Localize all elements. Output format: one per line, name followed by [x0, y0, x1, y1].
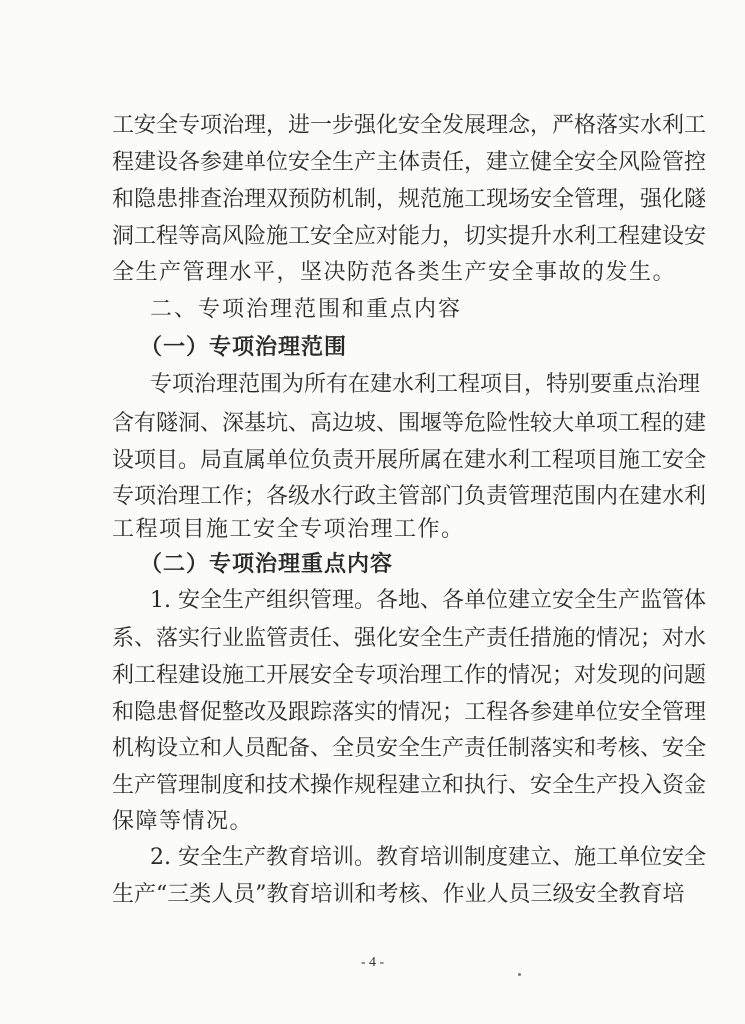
- subsection-heading: （一）专项治理范围: [140, 334, 348, 360]
- body-text-line: 专项治理工作；各级水行政主管部门负责管理范围内在建水利: [112, 484, 707, 509]
- body-text-line: 系、落实行业监管责任、强化安全生产责任措施的情况；对水: [112, 626, 707, 651]
- scan-speck: [518, 973, 521, 976]
- body-text-line: 机构设立和人员配备、全员安全生产责任制落实和考核、安全: [112, 736, 707, 761]
- body-text-line: 全生产管理水平，坚决防范各类生产安全事故的发生。: [112, 260, 677, 285]
- body-text-line: 保障等情况。: [112, 809, 254, 834]
- body-text-line: 工安全专项治理，进一步强化安全发展理念，严格落实水利工: [112, 113, 707, 138]
- body-text-line: 专项治理范围为所有在建水利工程项目，特别要重点治理: [150, 372, 701, 397]
- body-text-line: 利工程建设施工开展安全专项治理工作的情况；对发现的问题: [112, 663, 707, 688]
- body-text-line: 程建设各参建单位安全生产主体责任，建立健全安全风险管控: [112, 150, 707, 175]
- body-text-line: 和隐患督促整改及跟踪落实的情况；工程各参建单位安全管理: [112, 700, 707, 725]
- body-text-line: 洞工程等高风险施工安全应对能力，切实提升水利工程建设安: [112, 224, 707, 249]
- body-text-line: 含有隧洞、深基坑、高边坡、围堰等危险性较大单项工程的建: [112, 411, 707, 436]
- body-text-line: 和隐患排查治理双预防机制，规范施工现场安全管理，强化隧: [112, 187, 707, 212]
- subsection-heading: （二）专项治理重点内容: [140, 551, 394, 577]
- body-text-line: 生产管理制度和技术操作规程建立和执行、安全生产投入资金: [112, 773, 707, 798]
- section-heading: 二、专项治理范围和重点内容: [150, 297, 463, 322]
- body-text-line: 生产“三类人员”教育培训和考核、作业人员三级安全教育培: [112, 882, 685, 907]
- body-text-line: 设项目。局直属单位负责开展所属在建水利工程项目施工安全: [112, 448, 707, 473]
- page-number: - 4 -: [360, 955, 385, 970]
- body-text-line: 2. 安全生产教育培训。教育培训制度建立、施工单位安全: [150, 845, 706, 870]
- body-text-line: 工程项目施工安全专项治理工作。: [112, 517, 465, 542]
- body-text-line: 1. 安全生产组织管理。各地、各单位建立安全生产监管体: [150, 588, 706, 613]
